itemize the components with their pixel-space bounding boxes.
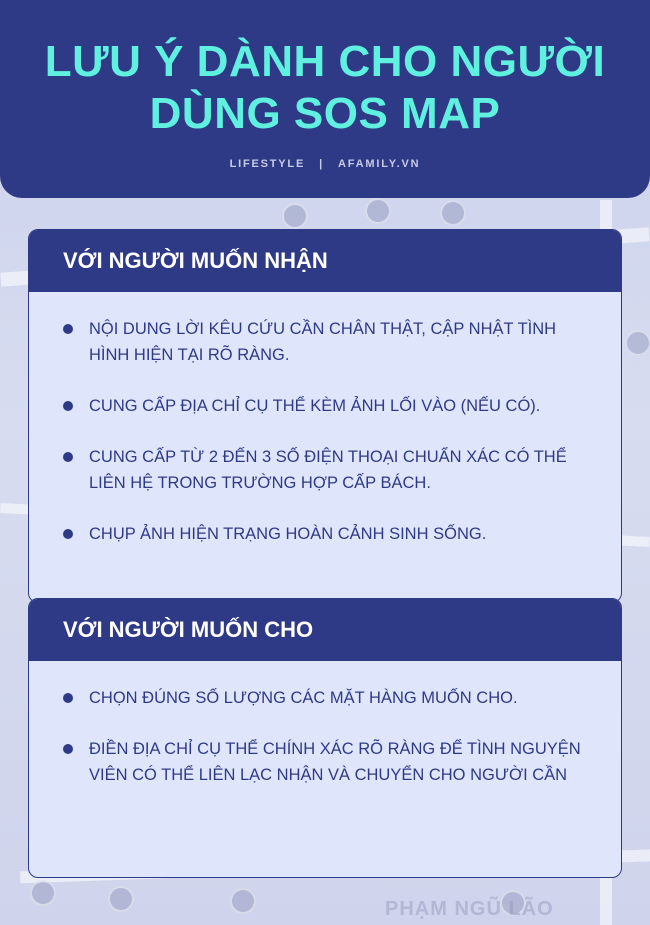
list-item-text: ĐIỀN ĐỊA CHỈ CỤ THỂ CHÍNH XÁC RÕ RÀNG ĐỂ TÌNH NGUYỆN VIÊN CÓ THỂ LIÊN LẠC NHẬN VÀ CHUYỂN CHO NGƯỜI CẦN bbox=[89, 740, 581, 784]
title-line-2: DÙNG SOS MAP bbox=[149, 89, 501, 138]
list-item bbox=[89, 393, 581, 419]
list-item-text: CUNG CẤP TỪ 2 ĐẾN 3 SỐ ĐIỆN THOẠI CHUẨN XÁC CÓ THỂ LIÊN HỆ TRONG TRƯỜNG HỢP CẤP BÁCH. bbox=[89, 448, 567, 492]
list-item-text: NỘI DUNG LỜI KÊU CỨU CẦN CHÂN THẬT, CẬP NHẬT TÌNH HÌNH HIỆN TẠI RÕ RÀNG. bbox=[89, 320, 557, 364]
list-item bbox=[89, 736, 581, 788]
list-item-text: CHỌN ĐÚNG SỐ LƯỢNG CÁC MẶT HÀNG MUỐN CHO. bbox=[89, 689, 518, 707]
tips-list bbox=[29, 661, 621, 788]
list-item bbox=[89, 685, 581, 711]
map-marker-icon bbox=[365, 198, 391, 224]
list-item-text: CHỤP ẢNH HIỆN TRẠNG HOÀN CẢNH SINH SỐNG. bbox=[89, 525, 487, 543]
section-heading: VỚI NGƯỜI MUỐN CHO bbox=[29, 599, 621, 661]
source-separator: | bbox=[319, 158, 324, 170]
bullet-icon bbox=[63, 693, 73, 703]
map-marker-icon bbox=[440, 200, 466, 226]
street-label: PHẠM NGŨ LÃO bbox=[385, 898, 554, 920]
bullet-icon bbox=[63, 744, 73, 754]
list-item bbox=[89, 521, 581, 547]
map-marker-icon bbox=[282, 203, 308, 229]
header-banner bbox=[0, 0, 650, 198]
source-site: AFAMILY.VN bbox=[337, 158, 421, 170]
bullet-icon bbox=[63, 452, 73, 462]
source-credit bbox=[0, 158, 650, 170]
map-marker-icon bbox=[108, 886, 134, 912]
bullet-icon bbox=[63, 401, 73, 411]
map-marker-icon bbox=[30, 880, 56, 906]
title-line-1: LƯU Ý DÀNH CHO NGƯỜI bbox=[44, 37, 606, 86]
page-title bbox=[0, 36, 650, 140]
list-item bbox=[89, 444, 581, 496]
bullet-icon bbox=[63, 324, 73, 334]
tips-list bbox=[29, 292, 621, 547]
map-marker-icon bbox=[230, 888, 256, 914]
map-marker-icon bbox=[625, 330, 650, 356]
list-item bbox=[89, 316, 581, 368]
section-heading: VỚI NGƯỜI MUỐN NHẬN bbox=[29, 230, 621, 292]
list-item-text: CUNG CẤP ĐỊA CHỈ CỤ THỂ KÈM ẢNH LỐI VÀO (NẾU CÓ). bbox=[89, 397, 541, 415]
bullet-icon bbox=[63, 529, 73, 539]
source-category: LIFESTYLE bbox=[229, 158, 306, 170]
section-card-receive bbox=[28, 229, 622, 603]
section-card-give bbox=[28, 598, 622, 878]
